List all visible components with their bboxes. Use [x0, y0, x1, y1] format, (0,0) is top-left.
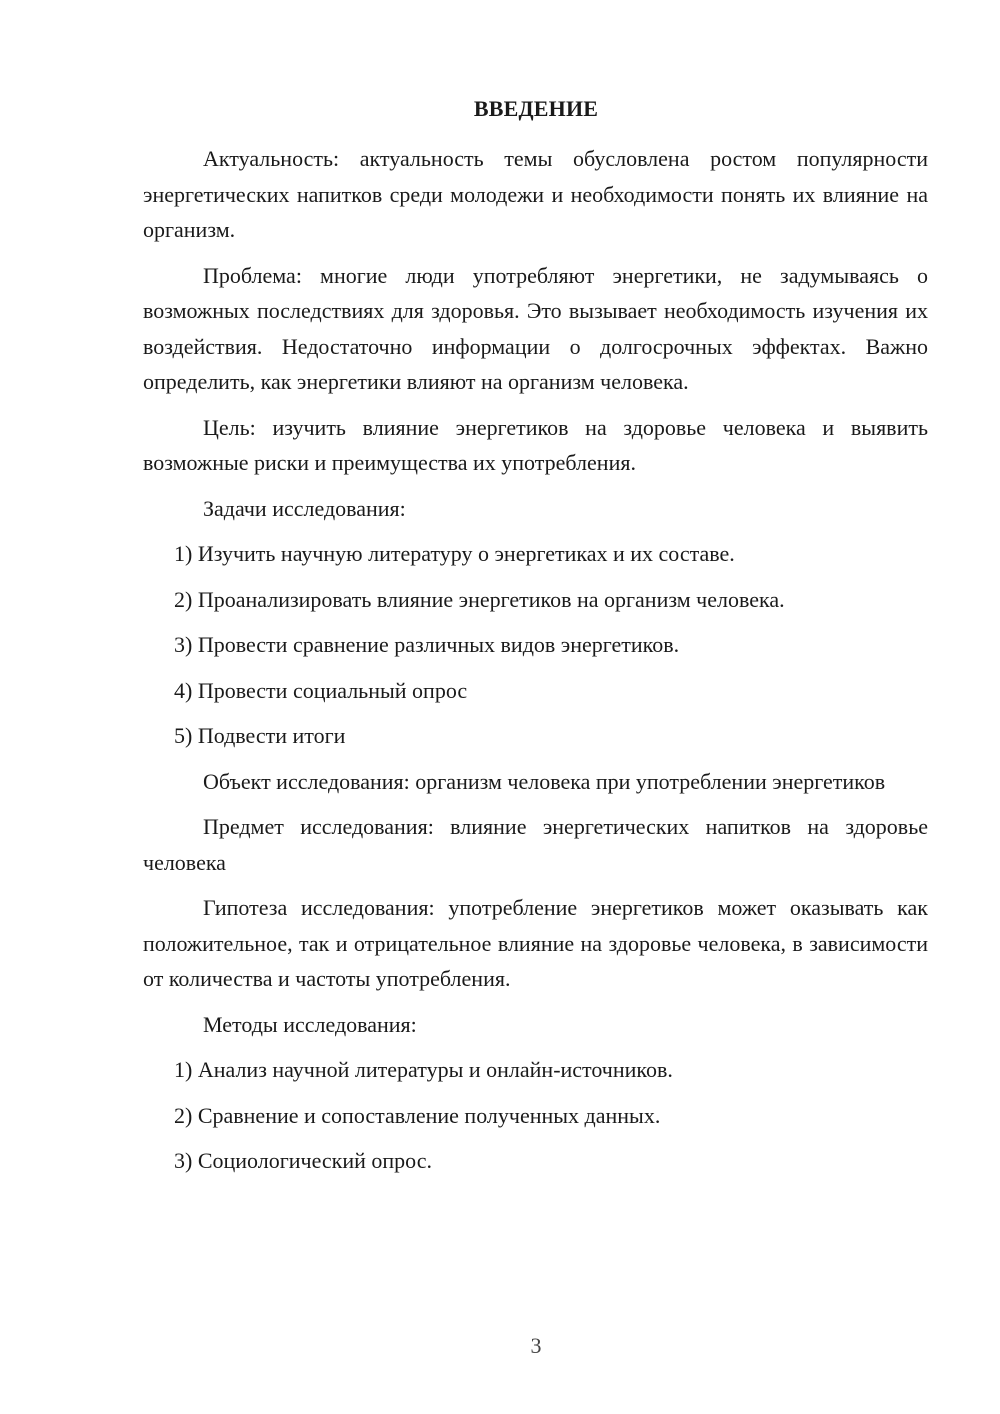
goal-paragraph: Цель: изучить влияние энергетиков на здоровье человека и выявить возможные риски и преимущества их употребления. [143, 414, 928, 475]
subject-paragraph: Предмет исследования: влияние энергетических напитков на здоровье человека [143, 814, 928, 875]
task-item: 2) Проанализировать влияние энергетиков на организм человека. [174, 586, 785, 612]
object-paragraph: Объект исследования: организм человека при употреблении энергетиков [203, 768, 886, 794]
hypothesis-paragraph: Гипотеза исследования: употребление энергетиков может оказывать как положительное, так и отрицательное влияние на здоровье человека, в зависимости от количества и частоты употребления. [143, 895, 928, 991]
task-item: 4) Провести социальный опрос [174, 677, 468, 703]
task-item: 5) Подвести итоги [174, 723, 346, 748]
relevance-paragraph: Актуальность: актуальность темы обусловлена ростом популярности энергетических напитков среди молодежи и необходимости понять их влияние на организм. [143, 146, 928, 242]
method-item: 3) Социологический опрос. [174, 1148, 432, 1173]
tasks-heading: Задачи исследования: [203, 495, 406, 521]
task-item: 3) Провести сравнение различных видов энергетиков. [174, 632, 680, 657]
methods-heading: Методы исследования: [203, 1011, 417, 1037]
document-body [143, 141, 928, 1189]
method-item: 1) Анализ научной литературы и онлайн-источников. [174, 1057, 673, 1082]
task-item: 1) Изучить научную литературу о энергетиках и их составе. [174, 541, 735, 566]
method-item: 2) Сравнение и сопоставление полученных данных. [174, 1102, 661, 1128]
page-title: ВВЕДЕНИЕ [473, 96, 599, 121]
page-number: 3 [530, 1333, 542, 1358]
problem-paragraph: Проблема: многие люди употребляют энергетики, не задумываясь о возможных последствиях для здоровья. Это вызывает необходимость изучения их воздействия. Недостаточно информации о долгосрочных эффектах. Важно определить, как энергетики влияют на организм человека. [143, 262, 928, 394]
